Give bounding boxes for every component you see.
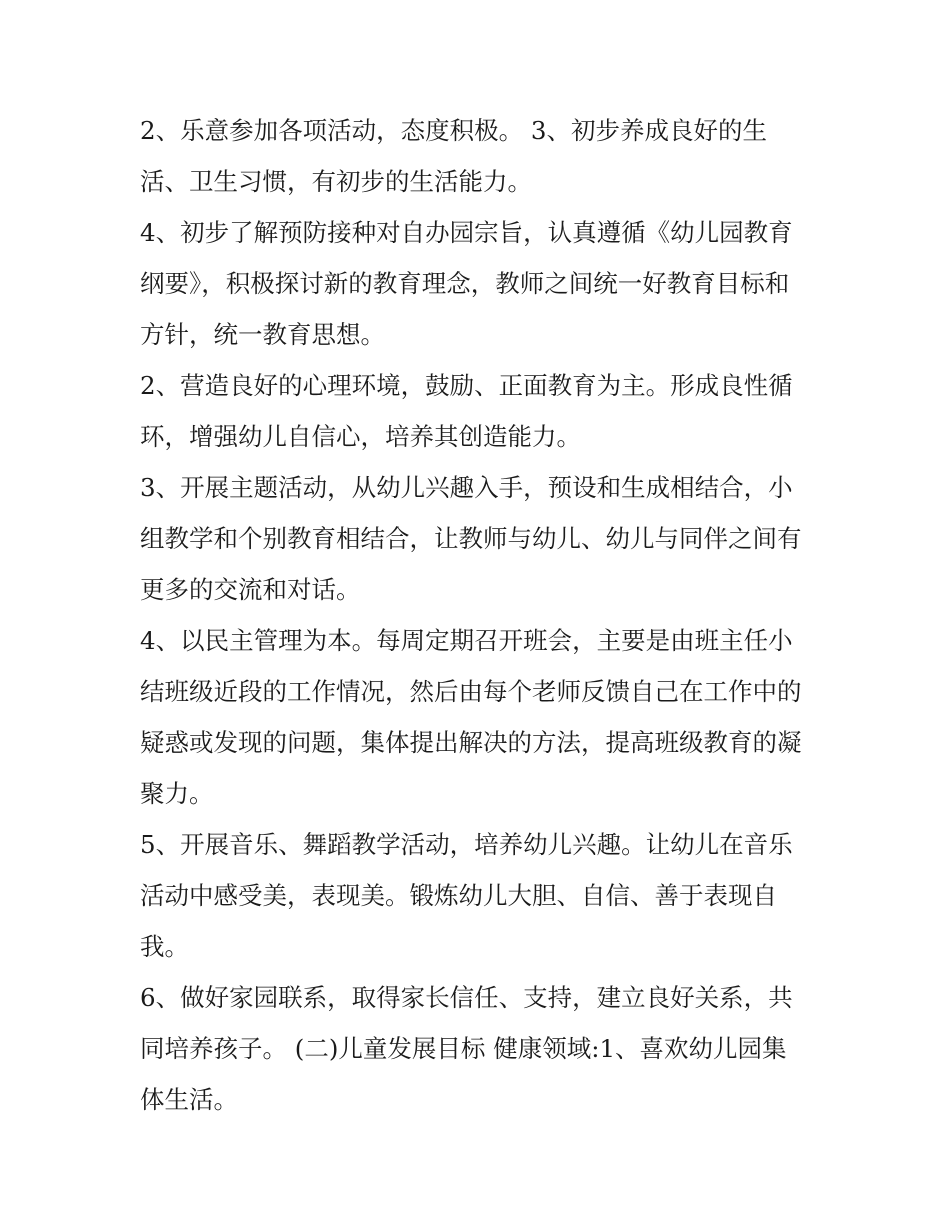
paragraph-activity-attitude (140, 105, 820, 207)
document-body (140, 105, 820, 1125)
text-line: 体生活。 (140, 1085, 238, 1114)
text-line: 组教学和个别教育相结合，让教师与幼儿、幼儿与同伴之间有 (140, 524, 802, 553)
text-line: 我。 (140, 932, 189, 961)
text-line: 3、开展主题活动，从幼儿兴趣入手，预设和生成相结合，小 (140, 473, 793, 502)
paragraph-music-dance (140, 819, 820, 972)
text-line: 纲要》，积极探讨新的教育理念，教师之间统一好教育目标和 (140, 269, 790, 298)
text-line: 聚力。 (140, 779, 214, 808)
text-line: 2、营造良好的心理环境，鼓励、正面教育为主。形成良性循 (140, 371, 793, 400)
text-line: 更多的交流和对话。 (140, 575, 361, 604)
text-line: 4、初步了解预防接种对自办园宗旨，认真遵循《幼儿园教育 (140, 218, 793, 247)
paragraph-education-guidelines (140, 207, 820, 360)
text-line: 结班级近段的工作情况，然后由每个老师反馈自己在工作中的 (140, 677, 802, 706)
text-line: 5、开展音乐、舞蹈教学活动，培养幼儿兴趣。让幼儿在音乐 (140, 830, 793, 859)
text-line: 疑惑或发现的问题，集体提出解决的方法，提高班级教育的凝 (140, 728, 802, 757)
text-line: 2、乐意参加各项活动，态度积极。 3、初步养成良好的生 (140, 116, 767, 145)
paragraph-theme-activities (140, 462, 820, 615)
paragraph-home-school-contact (140, 972, 820, 1125)
paragraph-democratic-management (140, 615, 820, 819)
text-line: 活、卫生习惯，有初步的生活能力。 (140, 167, 532, 196)
text-line: 4、以民主管理为本。每周定期召开班会，主要是由班主任小 (140, 626, 793, 655)
text-line: 同培养孩子。 (二)儿童发展目标 健康领域:1、喜欢幼儿园集 (140, 1034, 787, 1063)
text-line: 环，增强幼儿自信心，培养其创造能力。 (140, 422, 581, 451)
text-line: 方针，统一教育思想。 (140, 320, 385, 349)
text-line: 6、做好家园联系，取得家长信任、支持，建立良好关系，共 (140, 983, 793, 1012)
paragraph-psychological-environment (140, 360, 820, 462)
text-line: 活动中感受美，表现美。锻炼幼儿大胆、自信、善于表现自 (140, 881, 777, 910)
